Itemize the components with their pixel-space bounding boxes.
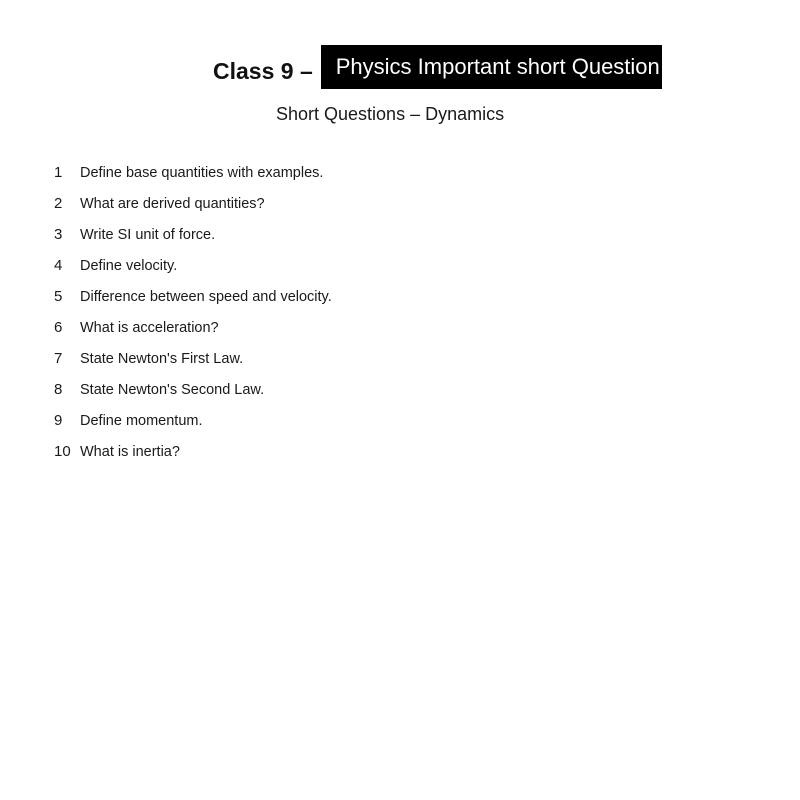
question-text: What are derived quantities? (80, 195, 265, 212)
question-number: 7 (54, 350, 63, 367)
question-number: 5 (54, 288, 63, 305)
page-subtitle: Short Questions – Dynamics (276, 104, 505, 124)
question-text: Difference between speed and velocity. (80, 288, 332, 305)
question-item (54, 405, 332, 436)
question-number: 4 (54, 257, 63, 274)
question-number: 1 (54, 164, 63, 181)
question-number: 6 (54, 319, 63, 336)
question-item (54, 312, 332, 343)
question-text: Define base quantities with examples. (80, 164, 324, 181)
question-number: 9 (54, 412, 63, 429)
question-item (54, 250, 332, 281)
question-item (54, 188, 332, 219)
title-prefix: Class 9 – (213, 57, 313, 84)
question-text: What is inertia? (80, 443, 180, 460)
question-item (54, 436, 332, 467)
question-text: State Newton's First Law. (80, 350, 244, 367)
question-number: 8 (54, 381, 63, 398)
question-number: 10 (54, 443, 71, 460)
question-list (54, 157, 332, 467)
question-item (54, 157, 332, 188)
question-text: Write SI unit of force. (80, 226, 216, 243)
question-item (54, 281, 332, 312)
question-item (54, 374, 332, 405)
question-number: 2 (54, 195, 63, 212)
question-number: 3 (54, 226, 63, 243)
question-item (54, 343, 332, 374)
question-item (54, 219, 332, 250)
question-text: Define momentum. (80, 412, 203, 429)
question-text: What is acceleration? (80, 319, 219, 336)
title-banner: Physics Important short Question (321, 45, 662, 89)
page-title (213, 45, 662, 89)
question-text: Define velocity. (80, 257, 178, 274)
question-text: State Newton's Second Law. (80, 381, 265, 398)
